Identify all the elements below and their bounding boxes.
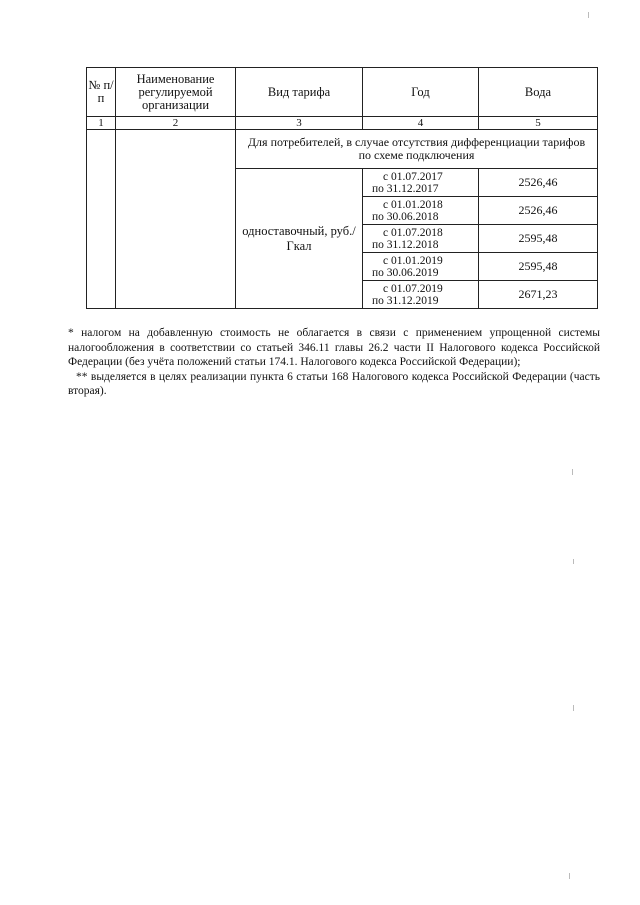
scan-artifact	[569, 873, 570, 879]
water-value: 2595,48	[479, 225, 598, 253]
header-org: Наименование регулируемой организации	[116, 68, 236, 117]
scan-artifact	[588, 12, 589, 18]
tariff-type-cell: одноставочный, руб./Гкал	[236, 169, 363, 309]
period-cell	[363, 197, 479, 225]
scan-artifact	[573, 705, 574, 711]
period-from: с 01.07.2017	[383, 170, 443, 183]
tariff-table	[86, 67, 598, 309]
header-water: Вода	[479, 68, 598, 117]
period-cell	[363, 225, 479, 253]
consumers-row	[87, 130, 598, 169]
period-cell	[363, 169, 479, 197]
col-number: 4	[363, 117, 479, 130]
water-value: 2526,46	[479, 197, 598, 225]
header-tariff-type: Вид тарифа	[236, 68, 363, 117]
period-cell	[363, 281, 479, 309]
col-number: 1	[87, 117, 116, 130]
consumers-label: Для потребителей, в случае отсутствия дифференциации тарифов по схеме подключения	[236, 130, 598, 169]
header-year: Год	[363, 68, 479, 117]
water-value: 2671,23	[479, 281, 598, 309]
period-from: с 01.01.2019	[383, 254, 443, 267]
col-number: 2	[116, 117, 236, 130]
period-to: по 30.06.2019	[372, 266, 439, 279]
col-number: 5	[479, 117, 598, 130]
water-value: 2595,48	[479, 253, 598, 281]
period-from: с 01.01.2018	[383, 198, 443, 211]
period-to: по 31.12.2018	[372, 238, 439, 251]
header-num: № п/п	[87, 68, 116, 117]
period-to: по 31.12.2017	[372, 182, 439, 195]
table-header-row	[87, 68, 598, 117]
period-from: с 01.07.2019	[383, 282, 443, 295]
column-number-row	[87, 117, 598, 130]
water-value: 2526,46	[479, 169, 598, 197]
scan-artifact	[573, 559, 574, 564]
period-from: с 01.07.2018	[383, 226, 443, 239]
col-number: 3	[236, 117, 363, 130]
footnote-vat: * налогом на добавленную стоимость не облагается в связи с применением упрощенной системы налогообложения в соответствии со статьей 346.11 главы 26.2 части II Налогового кодекса Российской Федерации (без учёта положений статьи 174.1. Налогового кодекса Российской Федерации);	[68, 327, 600, 368]
num-cell-empty	[87, 130, 116, 309]
period-to: по 31.12.2019	[372, 294, 439, 307]
footnote-article-168: ** выделяется в целях реализации пункта 6 статьи 168 Налогового кодекса Российской Федерации (часть вторая).	[68, 370, 600, 397]
footnotes	[68, 326, 600, 399]
scan-artifact	[572, 469, 573, 475]
period-cell	[363, 253, 479, 281]
org-cell-empty	[116, 130, 236, 309]
period-to: по 30.06.2018	[372, 210, 439, 223]
